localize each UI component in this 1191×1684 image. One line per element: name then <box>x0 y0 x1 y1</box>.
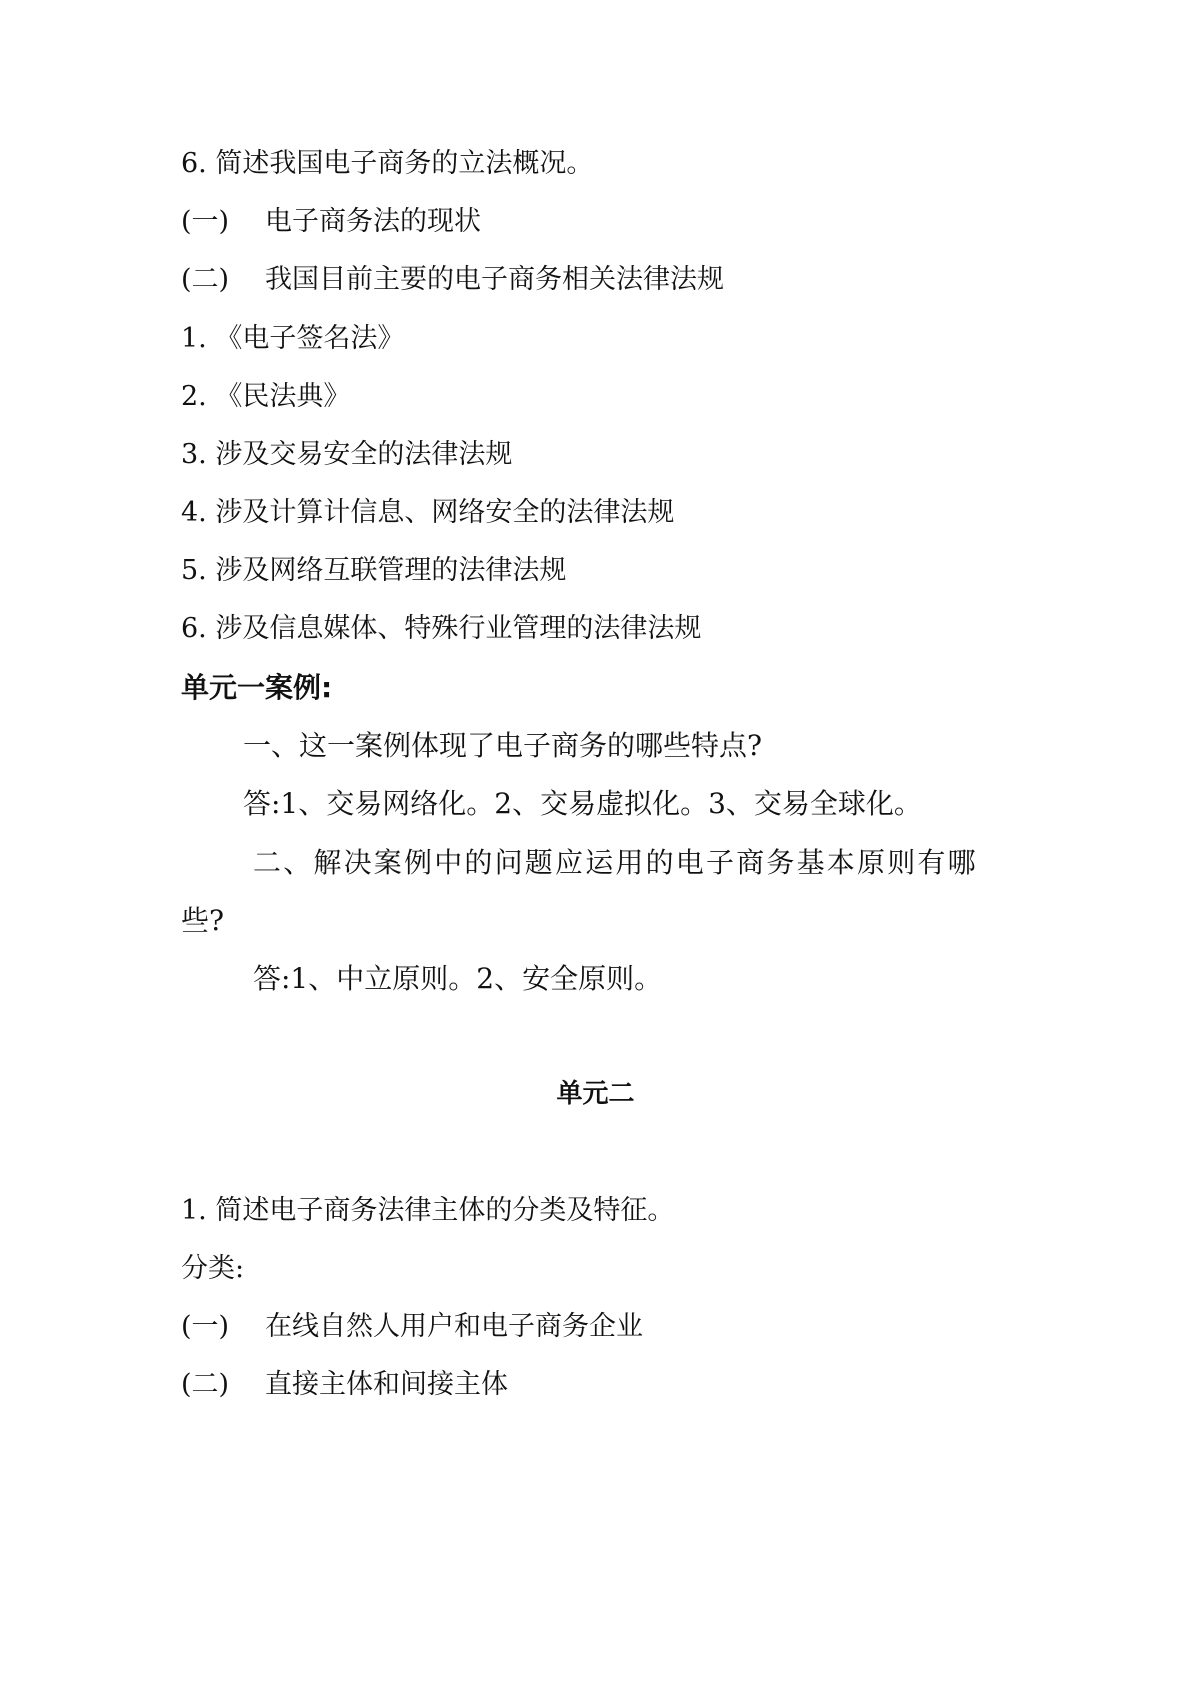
section-text: 我国目前主要的电子商务相关法律法规 <box>265 264 724 295</box>
case-answer-2: 答:1、中立原则。2、安全原则。 <box>253 962 663 995</box>
classification-item-2 <box>181 1367 508 1403</box>
law-item-3: 3. 涉及交易安全的法律法规 <box>181 439 513 470</box>
case-question-2-line-2: 些? <box>181 904 225 937</box>
question-6: 6. 简述我国电子商务的立法概况。 <box>181 148 594 179</box>
section-item-2 <box>181 262 724 298</box>
section-item-1 <box>181 204 481 240</box>
section-marker: (二) <box>181 264 230 295</box>
section-marker: (一) <box>181 1311 230 1342</box>
case-question-2-line-1: 二、解决案例中的问题应运用的电子商务基本原则有哪 <box>253 846 978 879</box>
law-item-2: 2. 《民法典》 <box>181 381 351 412</box>
unit-2-title: 单元二 <box>556 1079 635 1109</box>
classification-label: 分类: <box>181 1253 245 1284</box>
law-item-1: 1. 《电子签名法》 <box>181 323 405 354</box>
case-question-1: 一、这一案例体现了电子商务的哪些特点? <box>243 729 763 762</box>
classification-item-1 <box>181 1309 643 1345</box>
section-text: 在线自然人用户和电子商务企业 <box>265 1311 643 1342</box>
case-answer-1: 答:1、交易网络化。2、交易虚拟化。3、交易全球化。 <box>243 787 922 820</box>
section-text: 直接主体和间接主体 <box>265 1369 508 1400</box>
law-item-6: 6. 涉及信息媒体、特殊行业管理的法律法规 <box>181 613 702 644</box>
section-marker: (二) <box>181 1369 230 1400</box>
section-text: 电子商务法的现状 <box>265 206 481 237</box>
law-item-5: 5. 涉及网络互联管理的法律法规 <box>181 555 567 586</box>
section-marker: (一) <box>181 206 230 237</box>
case-heading: 单元一案例: <box>181 671 333 704</box>
unit-2-question-1: 1. 简述电子商务法律主体的分类及特征。 <box>181 1195 675 1226</box>
law-item-4: 4. 涉及计算计信息、网络安全的法律法规 <box>181 497 675 528</box>
